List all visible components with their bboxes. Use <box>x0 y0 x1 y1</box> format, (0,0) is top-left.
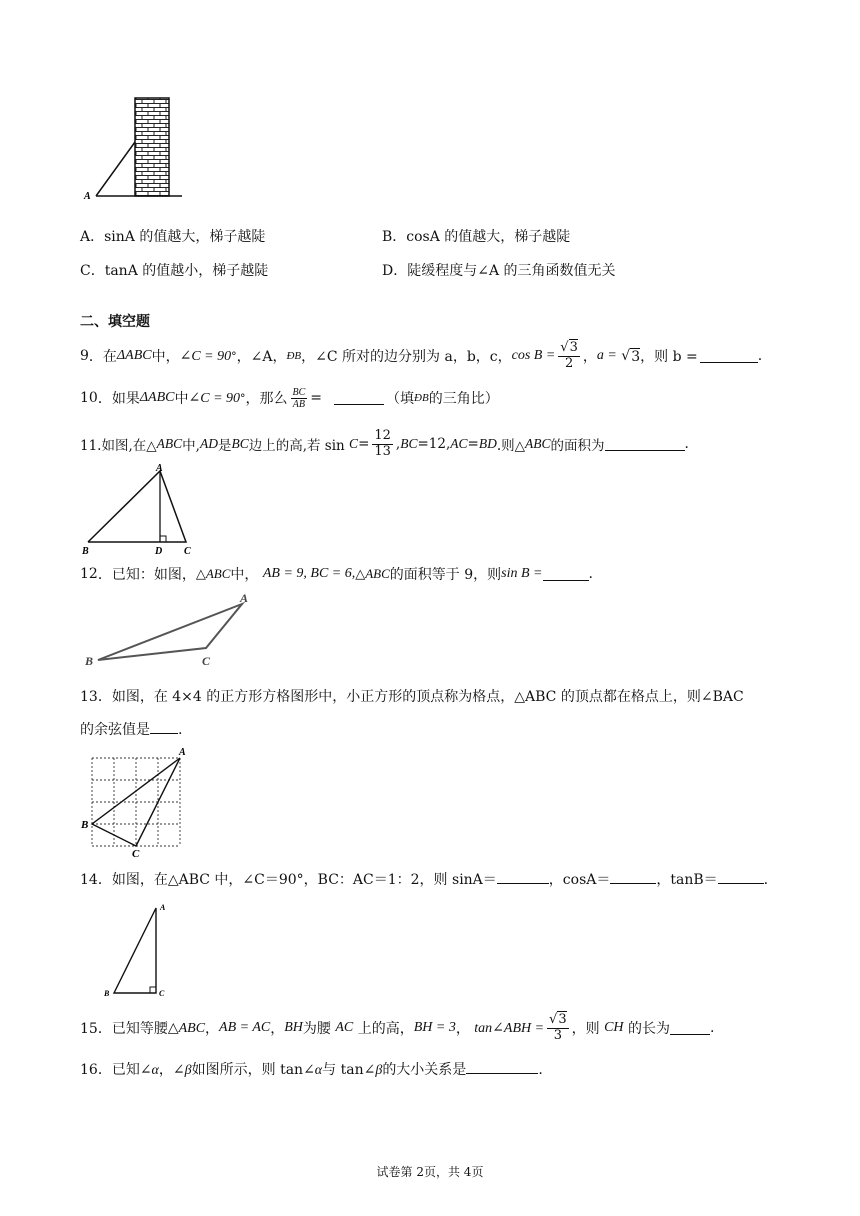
q14-label-c: C <box>159 989 165 998</box>
q11-ad: AD <box>199 436 218 451</box>
q10-t4: （填 <box>386 391 415 407</box>
q12-label-b: B <box>85 654 94 668</box>
q11-ac: AC <box>450 436 468 451</box>
q10-tri: ΔABC <box>139 390 175 405</box>
option-b: B．cosA 的值越大，梯子越陡 <box>382 229 571 245</box>
q12-label-c: C <box>202 654 211 668</box>
q9-frac-den: 2 <box>564 355 574 371</box>
q9-deg: ° <box>231 349 237 363</box>
q10-num: 10 <box>80 390 98 406</box>
q9-frac-num: 3 <box>569 340 578 356</box>
q15-t5: 上的高， <box>357 1021 414 1037</box>
q15-eq: AB = AC <box>219 1020 271 1035</box>
q15-t1: 15．已知等腰 <box>80 1021 168 1037</box>
q11-frac-num: 12 <box>374 428 391 444</box>
q11-text6: , <box>395 436 401 452</box>
q9-num: 9 <box>80 348 89 364</box>
q12-label-a: A <box>240 591 249 605</box>
q13-line2-text: 的余弦值是 <box>80 722 150 738</box>
q16-t3: 如图所示，则 tan∠ <box>191 1062 315 1078</box>
q13-label-c: C <box>132 848 140 860</box>
q16-beta2: β <box>375 1063 383 1078</box>
q16-alpha2: α <box>314 1063 323 1078</box>
question-11 <box>80 423 689 465</box>
q9-t1: 在 <box>102 349 117 365</box>
q15-t4: 为腰 <box>302 1021 331 1037</box>
q11-end: . <box>684 436 689 452</box>
q9-t5: ， <box>582 349 597 365</box>
q15-ac: AC <box>335 1020 354 1035</box>
q13-line2 <box>80 719 182 739</box>
q9-a: a = <box>596 348 617 363</box>
q14-t1: 14．如图，在△ABC 中，∠C＝90°，BC：AC＝1：2，则 sinA＝ <box>80 872 497 888</box>
q16-answer-blank[interactable] <box>466 1061 538 1074</box>
q12-cond: AB = 9, BC = 6, <box>262 566 356 581</box>
brick-wall <box>135 98 169 196</box>
q14-t2: ，cosA＝ <box>548 872 611 888</box>
q12-t2: 中， <box>230 567 259 583</box>
question-15 <box>80 1006 714 1050</box>
q14-cosa-blank[interactable] <box>610 871 656 884</box>
q11-label-c: C <box>184 546 191 557</box>
q13-grid-figure <box>80 744 190 860</box>
q11-text8: = <box>467 436 479 452</box>
q15-t8: 的长为 <box>627 1021 670 1037</box>
q13-answer-blank[interactable] <box>150 721 178 734</box>
q11-frac-den: 13 <box>374 443 391 459</box>
q9-t6: ，则 b = <box>640 349 698 365</box>
q9-cos: cos B = <box>511 348 556 363</box>
question-14 <box>80 869 768 889</box>
question-12 <box>80 562 593 586</box>
q12-t1: ．已知：如图， <box>97 567 196 583</box>
option-c: C．tanA 的值越小，梯子越陡 <box>80 263 269 279</box>
q9-t3: ，∠A， <box>236 349 287 365</box>
q11-c: C <box>349 436 359 451</box>
ladder-wall-figure <box>82 95 187 205</box>
q10-fraction <box>291 387 308 410</box>
q16-t5: 的大小关系是 <box>382 1062 467 1078</box>
q15-bh: BH <box>284 1020 303 1035</box>
ladder-label-a: A <box>84 191 91 202</box>
q14-triangle-figure <box>100 898 175 1000</box>
q14-right-angle <box>150 987 156 993</box>
q9-end: . <box>757 348 763 364</box>
q15-frac-num: 3 <box>558 1012 567 1028</box>
q12-answer-blank[interactable] <box>543 568 589 581</box>
q14-t3: ，tanB＝ <box>656 872 718 888</box>
q11-bc: BC <box>231 436 249 451</box>
q14-tanb-blank[interactable] <box>718 871 764 884</box>
question-9: 9 ． 在 ΔABC 中， ∠C = 90 ° ，∠A， ÐB ，∠C 所对的边分别为 a，b，c， cos B = $\frac{√3}{2}$ ， a = √ 3 ，则 b = . <box>80 340 763 371</box>
q11-abc2: ABC <box>525 436 551 451</box>
q16-end: . <box>538 1062 543 1078</box>
q9-answer-blank[interactable] <box>700 350 758 363</box>
q9-tri: ΔABC <box>116 348 152 363</box>
q14-label-b: B <box>104 989 110 998</box>
q14-end: . <box>763 872 769 888</box>
q15-bh3: BH = 3 <box>413 1020 456 1035</box>
q10-eq: = <box>310 390 323 406</box>
q13-label-a: A <box>179 747 186 758</box>
q13-end: . <box>178 722 183 738</box>
q11-label-a: A <box>156 463 163 474</box>
q15-tan: tan∠ABH = <box>474 1020 545 1036</box>
q15-t3: ， <box>270 1021 285 1037</box>
q9-t2: 中， <box>151 349 180 365</box>
q16-t1: 16．已知∠ <box>80 1062 152 1078</box>
section-title: 二、填空题 <box>80 314 150 330</box>
q10-t5: 的三角比） <box>428 391 499 407</box>
q9-fraction: $\frac{√3}{2}$ <box>560 340 578 371</box>
q10-answer-blank[interactable] <box>334 392 384 405</box>
q11-label-b: B <box>82 546 89 557</box>
q11-text10: 的面积为 <box>550 438 605 454</box>
q15-ch: CH <box>604 1020 624 1035</box>
q11-triangle <box>88 471 186 542</box>
q11-text1: 11.如图,在△ <box>80 438 157 454</box>
q12-sin: sin B = <box>501 566 543 581</box>
q11-label-d: D <box>155 546 163 557</box>
q13-line1: 13．如图，在 4×4 的正方形方格图形中，小正方形的顶点称为格点，△ABC 的顶点都在格点上，则∠BAC <box>80 689 744 705</box>
q12-tri: △ABC <box>195 566 231 581</box>
q10-t2: 中 <box>174 391 189 407</box>
q13-label-b: B <box>81 819 89 831</box>
q9-angle-c: ∠C = 90 <box>179 348 232 364</box>
q10-t1: 如果 <box>111 391 140 407</box>
q16-alpha: α <box>151 1063 159 1078</box>
q15-t6: ， <box>455 1021 470 1037</box>
q11-text3: 是 <box>217 438 232 454</box>
q11-answer-blank[interactable] <box>605 438 685 451</box>
q12-triangle <box>98 604 242 660</box>
question-16 <box>80 1059 543 1079</box>
q11-bc2: BC <box>400 436 418 451</box>
q10-sep: ． <box>97 391 112 407</box>
q11-text9: .则△ <box>496 438 526 454</box>
q12-end: . <box>588 566 593 582</box>
ladder <box>96 142 135 196</box>
q10-frac-num: BC <box>292 386 306 398</box>
q10-t3: ，那么 <box>245 391 288 407</box>
q11-triangle-figure <box>78 462 198 558</box>
q9-t4: ，∠C 所对的边分别为 a，b，c， <box>301 349 512 365</box>
q15-fraction: $\frac{√3}{3}$ <box>549 1012 567 1043</box>
q11-text5: = <box>358 436 370 452</box>
q16-t4: 与 tan∠ <box>322 1062 376 1078</box>
q9-angle-b: ÐB <box>286 350 302 362</box>
option-d: D．陡缓程度与∠A 的三角函数值无关 <box>382 263 616 279</box>
q15-t2: ， <box>205 1021 220 1037</box>
q15-t7: ，则 <box>571 1021 600 1037</box>
option-a: A．sinA 的值越大，梯子越陡 <box>80 229 266 245</box>
q9-a-val: 3 <box>631 348 641 365</box>
q11-abc: ABC <box>156 436 183 451</box>
q12-t3: 的面积等于 9，则 <box>389 567 502 583</box>
q10-frac-den: AB <box>292 398 306 410</box>
q16-t2: ，∠ <box>158 1062 185 1078</box>
q11-text7: =12, <box>417 436 451 452</box>
q11-text4: 边上的高,若 sin <box>248 438 345 454</box>
q15-tri: △ABC <box>167 1020 206 1036</box>
q10-angle-b: ÐB <box>414 392 429 404</box>
q15-end: . <box>709 1020 715 1036</box>
q11-right-angle <box>160 536 166 542</box>
q11-bd: BD <box>478 436 497 451</box>
q15-frac-den: 3 <box>553 1027 562 1043</box>
q9-sep: ． <box>88 349 103 365</box>
q12-triangle-figure <box>82 589 257 673</box>
q11-fraction <box>372 429 393 459</box>
q14-label-a: A <box>160 903 166 912</box>
question-10 <box>80 381 499 415</box>
q10-deg: ° <box>240 391 246 405</box>
q14-triangle <box>114 908 156 993</box>
q15-answer-blank[interactable] <box>670 1022 710 1035</box>
q16-beta: β <box>184 1063 192 1078</box>
q14-sina-blank[interactable] <box>497 871 549 884</box>
q11-text2: 中, <box>182 438 200 454</box>
q12-tri2: △ABC <box>355 566 390 581</box>
q12-num: 12 <box>80 566 98 582</box>
q10-angle-c: ∠C = 90 <box>188 390 241 406</box>
page-footer: 试卷第 2页，共 4页 <box>376 1165 484 1179</box>
